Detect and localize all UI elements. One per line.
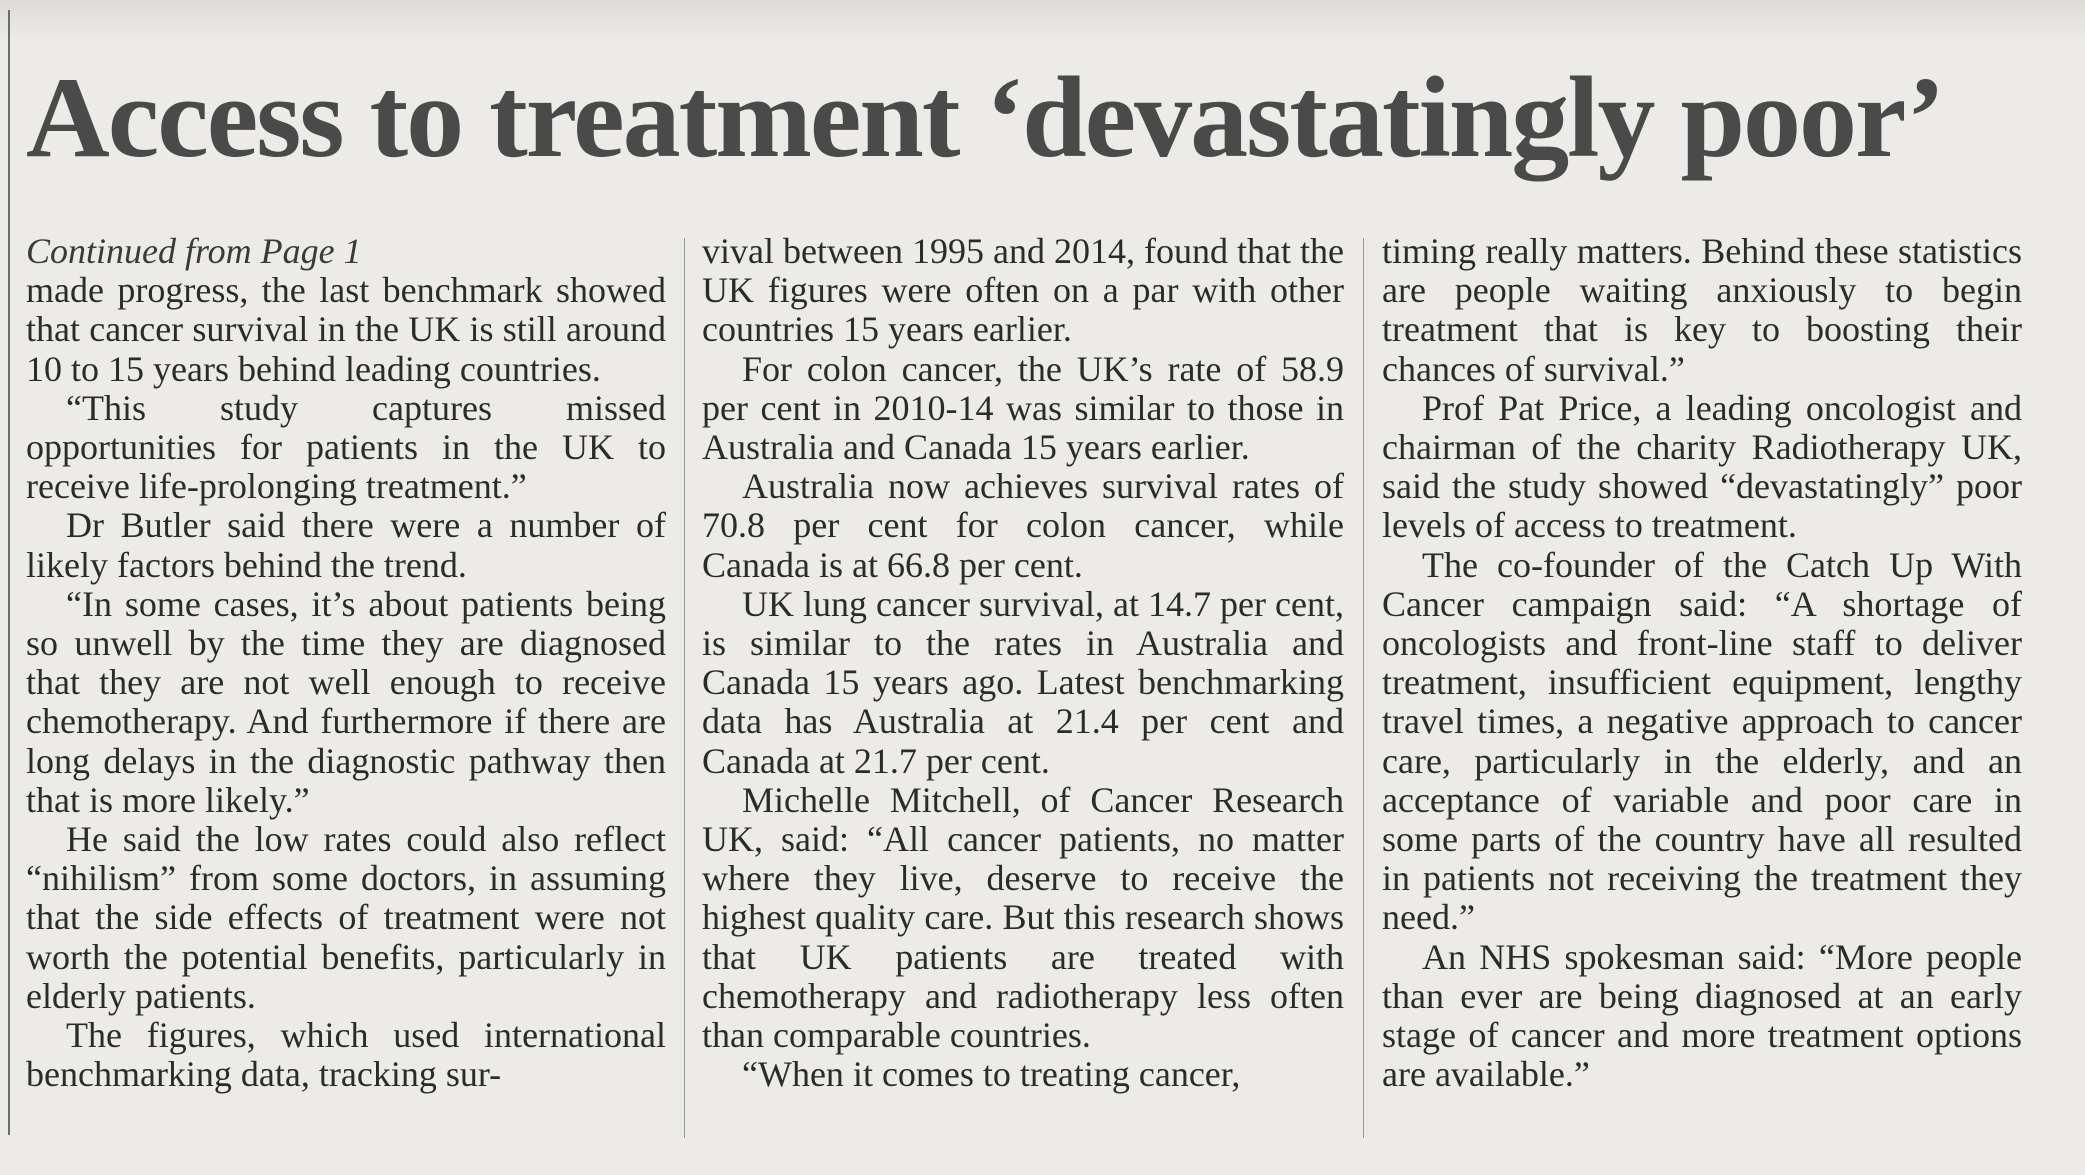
paragraph: An NHS spokesman said: “More people than ever are being diagnosed at an early stage of cancer and more treatment options are available.” (1382, 936, 2022, 1095)
previous-page-bleed (0, 0, 2085, 40)
paragraph: vival between 1995 and 2014, found that the UK figures were often on a par with other countries 15 years earlier. (702, 232, 1344, 350)
continued-from-label: Continued from Page 1 (26, 232, 362, 271)
paragraph: timing really matters. Behind these statistics are people waiting anxiously to begin treatment that is key to boosting their chances of survival.” (1382, 232, 2022, 389)
paragraph: Prof Pat Price, a leading oncologist and chairman of the charity Radiotherapy UK, said the study showed “devastatingly” poor levels of access to treatment. (1382, 387, 2022, 546)
left-margin-rule (8, 10, 10, 1135)
article-column-2 (702, 232, 1344, 1162)
paragraph: The co-founder of the Catch Up With Cancer campaign said: “A shortage of oncologists and front-line staff to deliver treatment, insufficient equipment, lengthy travel times, a negative approach to cancer care, particularly in the elderly, and an acceptance of variable and poor care in some parts of the country have all resulted in patients not receiving the treatment they need.” (1382, 544, 2022, 938)
paragraph: “In some cases, it’s about patients being so unwell by the time they are diagnosed that they are not well enough to receive chemotherapy. And furthermore if there are long delays in the diagnostic pathway then that is more likely.” (26, 583, 666, 820)
paragraph: Australia now achieves survival rates of 70.8 per cent for colon cancer, while Canada is at 66.8 per cent. (702, 466, 1344, 585)
article-column-3 (1382, 232, 2022, 1162)
paragraph: Michelle Mitchell, of Cancer Research UK, said: “All cancer patients, no matter where they live, deserve to receive the highest quality care. But this research shows that UK patients are treated with chemotherapy and radiotherapy less often than comparable countries. (702, 779, 1344, 1056)
paragraph: For colon cancer, the UK’s rate of 58.9 per cent in 2010-14 was similar to those in Australia and Canada 15 years earlier. (702, 348, 1344, 468)
paragraph: “This study captures missed opportunities for patients in the UK to receive life-prolonging treatment.” (26, 387, 666, 507)
paragraph: Dr Butler said there were a number of likely factors behind the trend. (26, 505, 666, 585)
paragraph: UK lung cancer survival, at 14.7 per cent, is similar to the rates in Australia and Canada 15 years ago. Latest benchmarking data has Australia at 21.4 per cent and Canada at 21.7 per cent. (702, 583, 1344, 781)
headline: Access to treatment ‘devastatingly poor’ (26, 54, 1944, 182)
paragraph: He said the low rates could also reflect “nihilism” from some doctors, in assuming that the side effects of treatment were not worth the potential benefits, particularly in elderly patients. (26, 819, 666, 1016)
column-rule (1363, 238, 1364, 1138)
paragraph: made progress, the last benchmark showed that cancer survival in the UK is still around 10 to 15 years behind leading countries. (26, 270, 666, 389)
paragraph: The figures, which used international benchmarking data, tracking sur- (26, 1015, 666, 1095)
article-column-1 (26, 232, 666, 1162)
column-rule (684, 238, 685, 1138)
paragraph: “When it comes to treating cancer, (742, 1054, 1241, 1095)
